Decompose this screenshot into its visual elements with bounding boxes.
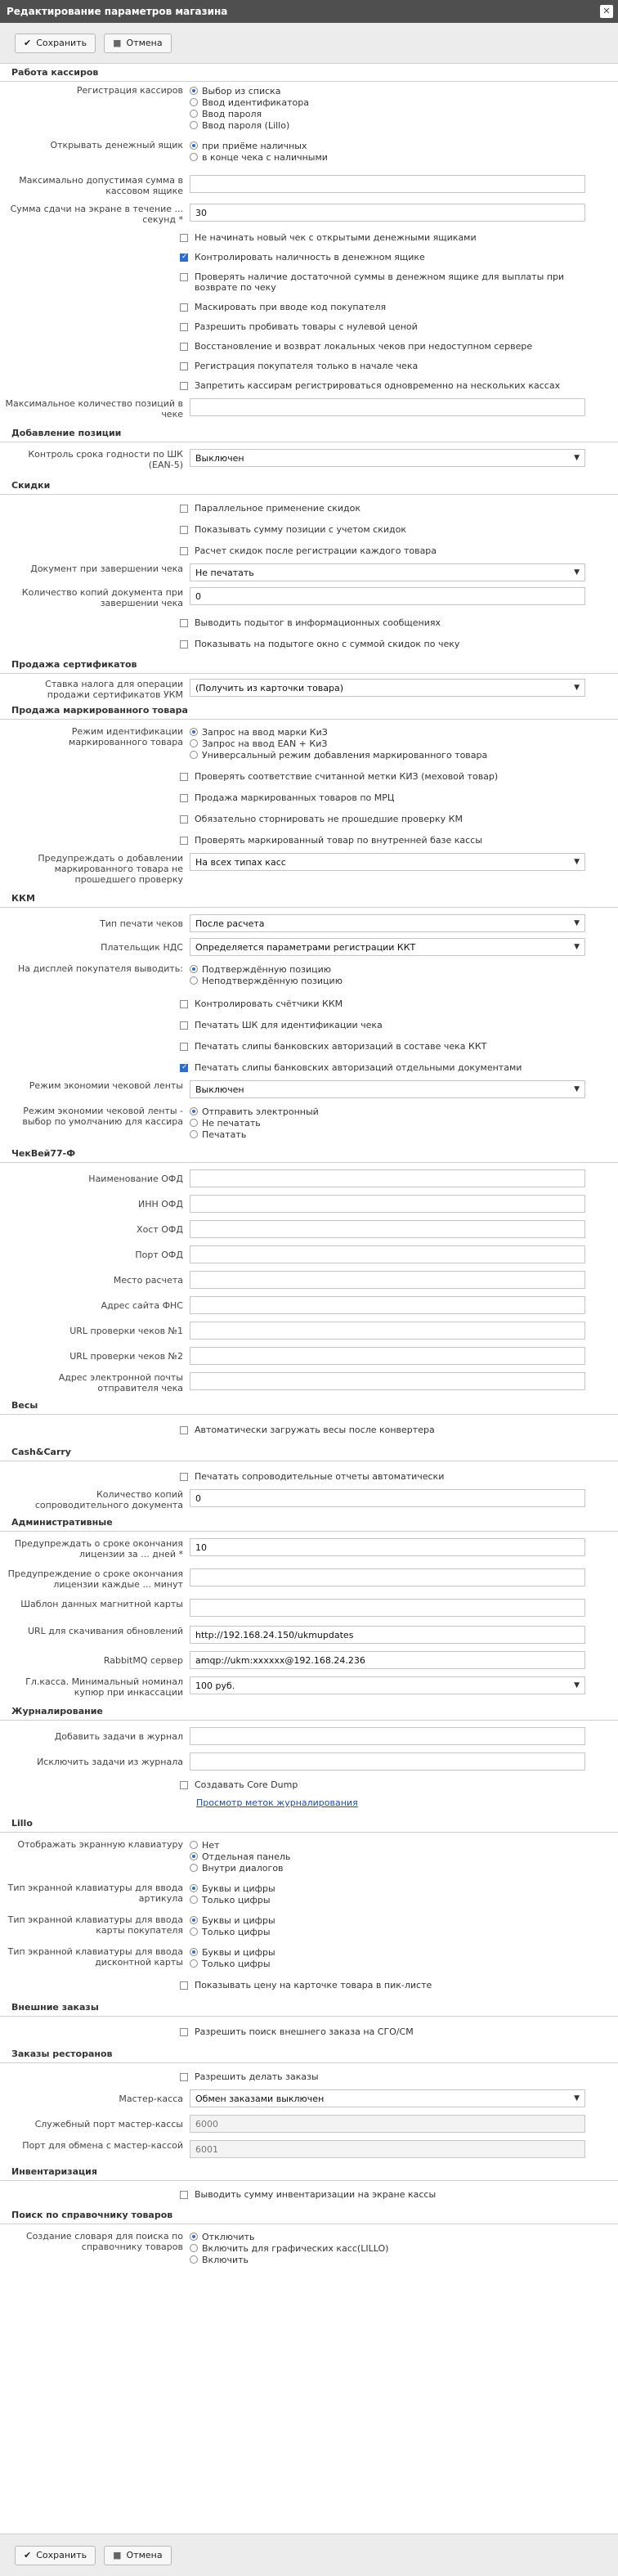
checkbox-label: Параллельное применение скидок (195, 503, 361, 514)
radio-dict-on[interactable] (190, 2254, 595, 2265)
license-days-label: Предупреждать о сроке окончания лицензии за ... дней * (14, 1538, 183, 1560)
radio-economy-no-print[interactable] (190, 1117, 595, 1129)
fns-site-input[interactable] (190, 1296, 585, 1314)
dictionary-radio-group (190, 2231, 595, 2265)
radio-discount-digits[interactable] (190, 1958, 595, 1969)
chevron-down-icon: ▼ (574, 1681, 580, 1690)
checkbox (180, 1064, 188, 1072)
service-port-label: Служебный порт мастер-кассы (34, 2119, 183, 2129)
checkbox-label: Продажа маркированных товаров по МРЦ (195, 792, 395, 803)
checkbox (180, 815, 188, 824)
loyalty-keyboard-label: Тип экранной клавиатуры для ввода карты покупателя (7, 1914, 183, 1936)
section-reference: Поиск по справочнику товаров (0, 2206, 618, 2224)
check-fur-kiz[interactable] (0, 763, 618, 784)
sender-email-label: Адрес электронной почты отправителя чека (58, 1372, 183, 1393)
checkbox (180, 1043, 188, 1051)
chevron-down-icon: ▼ (574, 858, 580, 866)
document-label: Документ при завершении чека (30, 563, 183, 574)
checkbox (180, 619, 188, 627)
radio-dot (190, 1916, 198, 1924)
checkbox (180, 547, 188, 555)
cc-copies-input[interactable] (190, 1489, 585, 1507)
checkbox-label: Контролировать счётчики ККМ (195, 999, 343, 1009)
select-value: (Получить из карточки товара) (195, 682, 344, 693)
section-certificates: Продажа сертификатов (0, 656, 618, 674)
radio-keyboard-none[interactable] (190, 1839, 595, 1851)
dictionary-label: Создание словаря для поиска по справочнику товаров (25, 2231, 183, 2252)
radio-registration-password[interactable] (190, 108, 595, 119)
checkbox (180, 254, 188, 262)
journal-tags-link[interactable]: Просмотр меток журналирования (196, 1797, 358, 1808)
ofd-host-input[interactable] (190, 1220, 585, 1238)
square-icon: ■ (113, 2550, 122, 2560)
checkbox-label: Запретить кассирам регистрироваться одновременно на нескольких кассах (195, 380, 561, 391)
check-subtotal-info[interactable] (0, 611, 618, 631)
select-value: Выключен (195, 452, 244, 464)
radio-dot (190, 1896, 198, 1904)
radio-article-digits[interactable] (190, 1894, 595, 1905)
radio-loyalty-digits[interactable] (190, 1926, 595, 1937)
check-mask-code[interactable] (0, 295, 618, 315)
radio-display-confirmed[interactable] (190, 963, 595, 975)
section-lillo: Lillo (0, 1815, 618, 1833)
radio-dot (190, 728, 198, 736)
checkbox-label: Проверять соответствие считанной метки КИЗ (меховой товар) (195, 771, 499, 782)
marked-warn-label: Предупреждать о добавлении маркированного товара не прошедшего проверку (38, 853, 183, 885)
checkbox-label: Автоматически загружать весы после конвертера (195, 1425, 435, 1435)
radio-loyalty-alnum[interactable] (190, 1914, 595, 1926)
checkbox (180, 1473, 188, 1481)
discount-keyboard-label: Тип экранной клавиатуры для ввода дисконтной карты (7, 1946, 183, 1968)
radio-economy-electronic[interactable] (190, 1106, 595, 1117)
section-chequeway: ЧекВей77-Ф (0, 1145, 618, 1163)
radio-label: Нет (202, 1839, 220, 1851)
check-zero-price[interactable] (0, 315, 618, 334)
ofd-port-input[interactable] (190, 1245, 585, 1263)
check-autoload-scales[interactable] (0, 1415, 618, 1443)
keyboard-radio-group (190, 1839, 595, 1874)
bottom-toolbar (0, 2533, 618, 2576)
check-slips-separate[interactable] (0, 1054, 618, 1075)
section-journal: Журналирование (0, 1703, 618, 1721)
radio-dot (190, 1852, 198, 1860)
section-cashcarry: Cash&Carry (0, 1443, 618, 1461)
check-slips-in-cheque[interactable] (0, 1033, 618, 1054)
save-button-label: Сохранить (36, 2550, 87, 2560)
economy-default-radio-group (190, 1106, 595, 1140)
checkbox-label: Восстановление и возврат локальных чеков при недоступном сервере (195, 341, 533, 352)
radio-label: Включить для графических касс(LILLO) (202, 2242, 389, 2254)
checkbox-label: Показывать сумму позиции с учетом скидок (195, 524, 406, 535)
shelf-life-label: Контроль срока годности по ШК (EAN-5) (28, 449, 183, 470)
change-label: Сумма сдачи на экране в течение ... секунд * (10, 204, 183, 225)
form-content (0, 64, 618, 2268)
checkbox (180, 773, 188, 781)
checkbox (180, 640, 188, 648)
check-multi-register[interactable] (0, 374, 618, 393)
print-type-select[interactable] (190, 914, 585, 932)
chevron-down-icon: ▼ (574, 454, 580, 462)
checkbox-label: Выводить подытог в информационных сообщениях (195, 617, 441, 628)
check-icon: ✔ (24, 38, 32, 48)
check-url2-label: URL проверки чеков №2 (69, 1351, 183, 1362)
select-value: На всех типах касс (195, 856, 286, 868)
check-control-cash[interactable] (0, 245, 618, 265)
chevron-down-icon: ▼ (574, 2094, 580, 2103)
exchange-port-input (190, 2140, 585, 2158)
print-type-label: Тип печати чеков (100, 918, 183, 929)
close-icon[interactable]: ✕ (600, 5, 613, 18)
ofd-name-input[interactable] (190, 1169, 585, 1187)
radio-keyboard-dialogs[interactable] (190, 1862, 595, 1874)
radio-dot (190, 87, 198, 95)
check-local-restore[interactable] (0, 334, 618, 354)
checkbox-label: Выводить сумму инвентаризации на экране кассы (195, 2189, 437, 2200)
radio-label: Запрос на ввод марки КиЗ (202, 726, 328, 738)
checkbox (180, 273, 188, 281)
checkbox (180, 2191, 188, 2199)
radio-label: Только цифры (202, 1926, 271, 1937)
checkbox-label: Регистрация покупателя только в начале чека (195, 361, 419, 371)
checkbox (180, 303, 188, 312)
checkbox-label: Разрешить делать заказы (195, 2071, 319, 2082)
radio-label: Ввод пароля (202, 108, 262, 119)
radio-keyboard-panel[interactable] (190, 1851, 595, 1862)
ofd-host-label: Хост ОФД (137, 1224, 183, 1235)
radio-label: Буквы и цифры (202, 1946, 275, 1958)
journal-exclude-input[interactable] (190, 1752, 585, 1770)
checkbox (180, 837, 188, 845)
checkbox-label: Проверять наличие достаточной суммы в денежном ящике для выплаты при возврате по чеку (195, 272, 565, 293)
cc-copies-label: Количество копий сопроводительного документа (34, 1489, 183, 1510)
check-accompanying-reports[interactable] (0, 1461, 618, 1484)
license-minutes-input[interactable] (190, 1568, 585, 1586)
section-admin: Административные (0, 1514, 618, 1532)
checkbox (180, 382, 188, 390)
max-sum-input[interactable] (190, 175, 585, 193)
sender-email-input[interactable] (190, 1372, 585, 1390)
copies-input[interactable] (190, 587, 585, 605)
radio-label: Не печатать (202, 1117, 261, 1129)
checkbox (180, 505, 188, 513)
square-icon: ■ (113, 38, 122, 48)
checkbox (180, 343, 188, 351)
check-price-picklist[interactable] (0, 1972, 618, 1999)
radio-label: Печатать (202, 1129, 247, 1140)
vat-select[interactable] (190, 938, 585, 956)
checkbox (180, 234, 188, 242)
radio-label: Только цифры (202, 1894, 271, 1905)
checkbox-label: Печатать сопроводительные отчеты автоматически (195, 1471, 445, 1482)
license-days-input[interactable] (190, 1538, 585, 1556)
ofd-inn-label: ИНН ОФД (138, 1199, 183, 1209)
checkbox-label: Проверять маркированный товар по внутренней базе кассы (195, 835, 482, 846)
radio-dot (190, 976, 198, 985)
select-value: Обмен заказами выключен (195, 2093, 325, 2104)
radio-dot (190, 1841, 198, 1849)
check-external-order[interactable] (0, 2017, 618, 2045)
check-url1-input[interactable] (190, 1322, 585, 1340)
radio-dot (190, 2255, 198, 2264)
checkbox-label: Контролировать наличность в денежном ящике (195, 252, 425, 263)
select-value: Выключен (195, 1084, 244, 1095)
radio-dot (190, 965, 198, 973)
radio-dot (190, 739, 198, 747)
check-inventory-sum[interactable] (0, 2181, 618, 2206)
radio-drawer-end[interactable] (190, 151, 595, 163)
radio-label: Универсальный режим добавления маркированного товара (202, 749, 488, 761)
radio-label: Выбор из списка (202, 85, 281, 96)
radio-drawer-on-cash[interactable] (190, 140, 595, 151)
cancel-button-label: Отмена (126, 2550, 163, 2560)
section-external: Внешние заказы (0, 1999, 618, 2017)
radio-dot (190, 141, 198, 150)
chevron-down-icon: ▼ (574, 919, 580, 927)
economy-label: Режим экономии чековой ленты (29, 1080, 183, 1091)
check-sum-with-discounts[interactable] (0, 516, 618, 537)
checkbox-label: Не начинать новый чек с открытыми денежными ящиками (195, 232, 477, 243)
drawer-label: Открывать денежный ящик (50, 140, 183, 150)
exchange-port-label: Порт для обмена с мастер-кассой (22, 2140, 183, 2151)
ofd-port-label: Порт ОФД (135, 1250, 183, 1260)
update-url-label: URL для скачивания обновлений (27, 1626, 183, 1636)
chevron-down-icon: ▼ (574, 684, 580, 692)
settlement-place-label: Место расчета (113, 1275, 183, 1286)
radio-dict-lillo[interactable] (190, 2242, 595, 2254)
checkbox (180, 1000, 188, 1008)
check-print-barcode[interactable] (0, 1012, 618, 1033)
window-titlebar (0, 0, 618, 23)
top-toolbar (0, 23, 618, 64)
check-sufficient-sum[interactable] (0, 265, 618, 295)
radio-dot (190, 1864, 198, 1872)
radio-label: Отключить (202, 2231, 255, 2242)
master-cash-label: Мастер-касса (119, 2094, 183, 2104)
radio-dot (190, 1119, 198, 1127)
check-parallel-discounts[interactable] (0, 495, 618, 516)
check-allow-orders[interactable] (0, 2063, 618, 2085)
radio-economy-print[interactable] (190, 1129, 595, 1140)
radio-label: Ввод пароля (Lillo) (202, 119, 290, 131)
checkbox (180, 1981, 188, 1990)
economy-default-label: Режим экономии чековой ленты - выбор по умолчанию для кассира (22, 1106, 183, 1127)
section-discounts: Скидки (0, 477, 618, 495)
radio-dot (190, 1130, 198, 1138)
check-core-dump[interactable] (0, 1773, 618, 1793)
ofd-inn-input[interactable] (190, 1195, 585, 1213)
check-mrc[interactable] (0, 784, 618, 806)
checkbox-label: Печатать ШК для идентификации чека (195, 1020, 383, 1030)
chevron-down-icon: ▼ (574, 568, 580, 577)
radio-dot (190, 98, 198, 106)
service-port-input (190, 2115, 585, 2133)
radio-dot (190, 1107, 198, 1115)
checkbox (180, 526, 188, 534)
section-positions: Добавление позиции (0, 424, 618, 442)
checkbox-label: Печатать слипы банковских авторизаций в составе чека ККТ (195, 1041, 487, 1052)
master-cash-select[interactable] (190, 2089, 585, 2107)
min-banknote-label: Гл.касса. Минимальный номинал купюр при инкассации (25, 1676, 183, 1698)
radio-label: Запрос на ввод EAN + КиЗ (202, 738, 328, 749)
chevron-down-icon: ▼ (574, 1085, 580, 1093)
cancel-button-label: Отмена (126, 38, 163, 48)
radio-dot (190, 2233, 198, 2241)
chevron-down-icon: ▼ (574, 943, 580, 951)
copies-label: Количество копий документа при завершении чека (21, 587, 183, 608)
section-cashiers: Работа кассиров (0, 64, 618, 82)
fns-site-label: Адрес сайта ФНС (101, 1300, 183, 1311)
check-kkm-counters[interactable] (0, 989, 618, 1012)
radio-dot (190, 1884, 198, 1892)
radio-dot (190, 1928, 198, 1936)
radio-registration-list[interactable] (190, 85, 595, 96)
checkbox-label: Показывать цену на карточке товара в пик-листе (195, 1980, 432, 1990)
section-inventory: Инвентаризация (0, 2163, 618, 2181)
cancel-button[interactable] (104, 34, 171, 53)
save-button-bottom[interactable] (15, 2546, 96, 2565)
checkbox-label: Печатать слипы банковских авторизаций отдельными документами (195, 1062, 522, 1073)
radio-label: Отправить электронный (202, 1106, 319, 1117)
radio-marked-universal[interactable] (190, 749, 595, 761)
radio-marked-ean-kiz[interactable] (190, 738, 595, 749)
registration-label: Регистрация кассиров (76, 85, 183, 96)
drawer-radio-group (190, 140, 595, 163)
discount-keyboard-radio-group (190, 1946, 595, 1969)
check-internal-db[interactable] (0, 827, 618, 848)
cancel-button-bottom[interactable] (104, 2546, 171, 2565)
display-label: На дисплей покупателя выводить: (17, 963, 183, 974)
section-marked: Продажа маркированного товара (0, 702, 618, 720)
radio-article-alnum[interactable] (190, 1883, 595, 1894)
checkbox (180, 1781, 188, 1789)
cert-tax-select[interactable] (190, 679, 585, 697)
checkbox (180, 362, 188, 370)
license-minutes-label: Предупреждение о сроке окончания лицензии каждые ... минут (7, 1568, 183, 1590)
radio-label: Включить (202, 2254, 249, 2265)
select-value: 100 руб. (195, 1680, 235, 1691)
ofd-name-label: Наименование ОФД (88, 1174, 183, 1184)
checkbox (180, 1426, 188, 1434)
journal-add-input[interactable] (190, 1727, 585, 1745)
radio-discount-alnum[interactable] (190, 1946, 595, 1958)
max-items-input[interactable] (190, 398, 585, 416)
marked-mode-label: Режим идентификации маркированного товара (69, 726, 183, 747)
checkbox-label: Разрешить поиск внешнего заказа на СГО/СМ (195, 2026, 414, 2037)
economy-select[interactable] (190, 1080, 585, 1098)
checkbox (180, 323, 188, 331)
article-keyboard-label: Тип экранной клавиатуры для ввода артикула (7, 1883, 183, 1904)
radio-dot (190, 751, 198, 759)
section-scales: Весы (0, 1397, 618, 1415)
check-calc-after-each[interactable] (0, 537, 618, 559)
checkbox-label: Создавать Core Dump (195, 1779, 298, 1790)
save-button-label: Сохранить (36, 38, 87, 48)
select-value: Определяется параметрами регистрации ККТ (195, 941, 416, 953)
document-select[interactable] (190, 563, 585, 581)
magnetic-template-label: Шаблон данных магнитной карты (20, 1599, 183, 1609)
check-no-new-cheque[interactable] (0, 227, 618, 245)
radio-registration-password-lillo[interactable] (190, 119, 595, 131)
radio-label: Внутри диалогов (202, 1862, 284, 1874)
max-items-label: Максимальное количество позиций в чеке (5, 398, 183, 420)
radio-label: Буквы и цифры (202, 1883, 275, 1894)
radio-dot (190, 110, 198, 118)
settlement-place-input[interactable] (190, 1271, 585, 1289)
radio-dot (190, 121, 198, 129)
check-icon: ✔ (24, 2550, 32, 2560)
radio-label: Отдельная панель (202, 1851, 291, 1862)
radio-label: Только цифры (202, 1958, 271, 1969)
marked-warn-select[interactable] (190, 853, 585, 871)
vat-label: Плательщик НДС (101, 942, 183, 953)
radio-label: Буквы и цифры (202, 1914, 275, 1926)
keyboard-label: Отображать экранную клавиатуру (17, 1839, 183, 1850)
min-banknote-select[interactable] (190, 1676, 585, 1694)
radio-display-unconfirmed[interactable] (190, 975, 595, 986)
checkbox (180, 1021, 188, 1030)
select-value: После расчета (195, 918, 265, 929)
rabbitmq-label: RabbitMQ сервер (103, 1655, 183, 1666)
radio-label: при приёме наличных (202, 140, 307, 151)
checkbox-label: Расчет скидок после регистрации каждого товара (195, 545, 437, 556)
update-url-input[interactable] (190, 1626, 585, 1644)
radio-dot (190, 2244, 198, 2252)
max-sum-label: Максимально допустимая сумма в кассовом ящике (19, 175, 183, 196)
radio-marked-kiz[interactable] (190, 726, 595, 738)
window-title: Редактирование параметров магазина (7, 6, 228, 17)
shelf-life-select[interactable] (190, 449, 585, 467)
check-customer-start[interactable] (0, 354, 618, 374)
checkbox-label: Разрешить пробивать товары с нулевой ценой (195, 321, 418, 332)
check-storno-km[interactable] (0, 806, 618, 827)
checkbox (180, 2073, 188, 2081)
magnetic-template-input[interactable] (190, 1599, 585, 1617)
save-button[interactable] (15, 34, 96, 53)
article-keyboard-radio-group (190, 1883, 595, 1905)
registration-radio-group (190, 85, 595, 131)
checkbox (180, 794, 188, 802)
radio-dot (190, 153, 198, 161)
radio-registration-id[interactable] (190, 96, 595, 108)
display-radio-group (190, 963, 595, 986)
check-url1-label: URL проверки чеков №1 (69, 1326, 183, 1336)
checkbox-label: Показывать на подытоге окно с суммой скидок по чеку (195, 639, 460, 649)
section-restaurant: Заказы ресторанов (0, 2045, 618, 2063)
checkbox (180, 2028, 188, 2036)
section-kkm: ККМ (0, 890, 618, 908)
checkbox-label: Обязательно сторнировать не прошедшие проверку КМ (195, 814, 463, 824)
select-value: Не печатать (195, 567, 254, 578)
journal-add-label: Добавить задачи в журнал (54, 1731, 183, 1742)
check-subtotal-window[interactable] (0, 631, 618, 656)
loyalty-keyboard-radio-group (190, 1914, 595, 1937)
marked-mode-radio-group (190, 726, 595, 761)
radio-label: Подтверждённую позицию (202, 963, 331, 975)
radio-dot (190, 1959, 198, 1968)
radio-label: Ввод идентификатора (202, 96, 309, 108)
cert-tax-label: Ставка налога для операции продажи сертификатов УКМ (45, 679, 183, 700)
radio-label: в конце чека с наличными (202, 151, 328, 163)
change-seconds-input[interactable] (190, 204, 585, 222)
rabbitmq-input[interactable] (190, 1651, 585, 1669)
check-url2-input[interactable] (190, 1347, 585, 1365)
checkbox-label: Маскировать при вводе код покупателя (195, 302, 387, 312)
journal-exclude-label: Исключить задачи из журнала (37, 1757, 183, 1767)
radio-dict-off[interactable] (190, 2231, 595, 2242)
radio-label: Неподтверждённую позицию (202, 975, 343, 986)
radio-dot (190, 1948, 198, 1956)
